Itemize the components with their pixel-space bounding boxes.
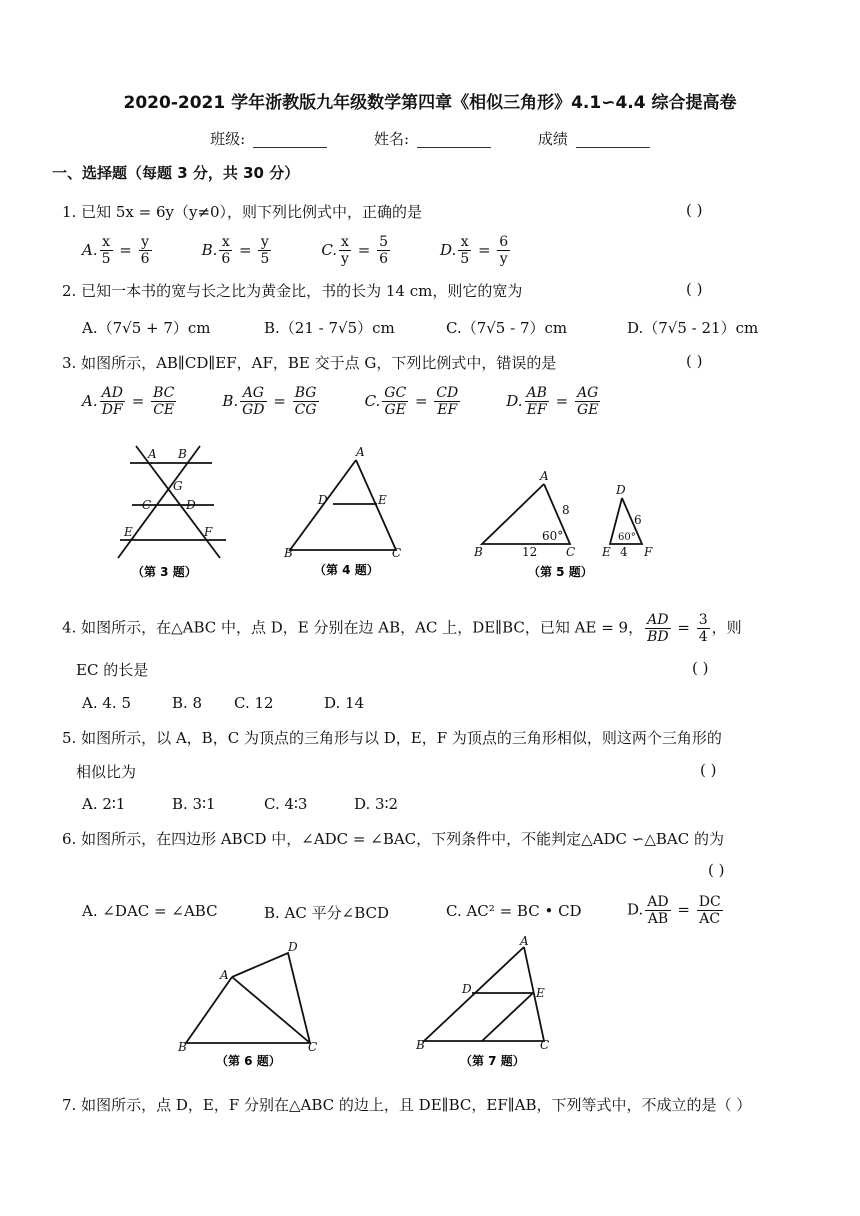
fig6-caption: （第 6 题） (216, 1054, 281, 1068)
class-blank (253, 133, 327, 148)
page-title: 2020-2021 学年浙教版九年级数学第四章《相似三角形》4.1∽4.4 综合提高卷 (123, 93, 737, 113)
fig3-caption: （第 3 题） (132, 565, 197, 579)
fig5-side-df: 6 (634, 513, 642, 527)
svg-text:B: B (284, 546, 293, 560)
q5-option-a: A. 2∶1 (82, 795, 126, 813)
fig5-angle-f: 60° (618, 532, 636, 543)
q5-option-c: C. 4∶3 (264, 795, 308, 813)
figures-row-1 (100, 436, 700, 586)
svg-text:C: C (308, 1040, 318, 1054)
q6-option-b: B. AC 平分∠BCD (264, 904, 390, 922)
q1-stem: 1. 已知 5x = 6y（y≠0），则下列比例式中，正确的是 (62, 203, 423, 221)
figure-3 (118, 446, 226, 558)
svg-text:B: B (178, 447, 187, 461)
q1-option-b: B. $\frac{x}{6}$ = $\frac{y}{5}$ (201, 234, 270, 267)
svg-text:E: E (536, 986, 545, 1000)
name-label: 姓名: (373, 130, 410, 148)
svg-text:D: D (616, 483, 626, 497)
q5-stem: 5. 如图所示，以 A，B，C 为顶点的三角形与以 D，E，F 为顶点的三角形相似，则这两个三角形的 (62, 729, 722, 747)
q3-answer-paren: ( ) (686, 352, 703, 370)
svg-text:A: A (356, 445, 365, 459)
class-label: 班级: (210, 130, 246, 148)
q2-option-c: C.（7√5 - 7）cm (446, 319, 568, 337)
q4-option-d: D. 14 (324, 694, 365, 712)
figure-7 (424, 947, 544, 1041)
q6-option-d: D. $\frac{AD}{AB}$ = $\frac{DC}{AC}$ (627, 894, 721, 927)
q7-stem: 7. 如图所示，点 D，E，F 分别在△ABC 的边上，且 DE∥BC，EF∥AB，下列等式中，不成立的是（ ） (62, 1096, 752, 1114)
q4-stem-tail: ，则 (711, 618, 742, 637)
fig5-angle-c: 60° (542, 529, 564, 543)
svg-text:C: C (142, 498, 152, 512)
section-heading: 一、选择题（每题 3 分，共 30 分） (52, 164, 300, 182)
svg-text:D: D (462, 982, 472, 996)
svg-text:B: B (178, 1040, 187, 1054)
svg-text:A: A (220, 968, 229, 982)
svg-text:D: D (288, 940, 298, 954)
q4-option-a: A. 4. 5 (82, 694, 131, 712)
score-blank (576, 133, 650, 148)
figure-6 (186, 953, 310, 1043)
q3-option-d: D. $\frac{AB}{EF}$ = $\frac{AG}{GE}$ (506, 385, 599, 418)
q6-answer-paren: ( ) (708, 861, 725, 879)
svg-text:D: D (186, 498, 196, 512)
q1-option-c: C. $\frac{x}{y}$ = $\frac{5}{6}$ (321, 234, 388, 267)
q5-option-b: B. 3∶1 (172, 795, 216, 813)
svg-text:A: A (520, 935, 529, 948)
fig4-caption: （第 4 题） (314, 563, 379, 577)
q6-stem: 6. 如图所示，在四边形 ABCD 中，∠ADC = ∠BAC，下列条件中，不能判定△ADC ∽△BAC 的为 (62, 830, 725, 848)
fig5-side-bc: 12 (522, 545, 538, 559)
svg-text:E: E (124, 525, 133, 539)
svg-text:E: E (378, 493, 387, 507)
fig7-caption: （第 7 题） (460, 1054, 525, 1068)
svg-text:B: B (474, 545, 483, 559)
q5-option-d: D. 3∶2 (354, 795, 399, 813)
q2-option-a: A.（7√5 + 7）cm (82, 319, 211, 337)
q4-ratio-value: $\frac{3}{4}$ (698, 612, 708, 645)
q4-stem-2: EC 的长是 (76, 661, 149, 679)
q2-option-d: D.（7√5 - 21）cm (627, 319, 759, 337)
q6-option-c: C. AC² = BC • CD (446, 902, 582, 920)
name-blank (417, 133, 491, 148)
q2-stem: 2. 已知一本书的宽与长之比为黄金比，书的长为 14 cm，则它的宽为 (62, 282, 523, 300)
q5-stem-2: 相似比为 (76, 763, 137, 781)
svg-text:A: A (148, 447, 157, 461)
q4-option-c: C. 12 (234, 694, 274, 712)
q1-option-d: D. $\frac{x}{5}$ = $\frac{6}{y}$ (439, 234, 509, 267)
q1-answer-paren: ( ) (686, 201, 703, 219)
q3-stem: 3. 如图所示，AB∥CD∥EF，AF，BE 交于点 G，下列比例式中，错误的是 (62, 354, 557, 372)
q2-answer-paren: ( ) (686, 280, 703, 298)
score-label: 成绩 (537, 130, 568, 148)
svg-text:C: C (566, 545, 576, 559)
q3-option-b: B. $\frac{AG}{GD}$ = $\frac{BG}{CG}$ (222, 385, 317, 418)
fig5-side-ac: 8 (562, 503, 570, 517)
q4-ratio-ad-bd: $\frac{AD}{BD}$ (647, 612, 669, 645)
svg-text:C: C (392, 546, 402, 560)
q4-stem: 4. 如图所示，在△ABC 中，点 D，E 分别在边 AB，AC 上，DE∥BC，已知 AE = 9， $\frac{AD}{BD}$ = $\frac{3}{4}$ ，则 (62, 612, 742, 645)
q1-option-a: A. $\frac{x}{5}$ = $\frac{y}{6}$ (82, 234, 150, 267)
svg-text:D: D (318, 493, 328, 507)
q6-option-a: A. ∠DAC = ∠ABC (82, 902, 218, 920)
q1-options (82, 234, 560, 267)
svg-text:B: B (416, 1038, 425, 1052)
q4-stem-text: 4. 如图所示，在△ABC 中，点 D，E 分别在边 AB，AC 上，DE∥BC，已知 AE = 9， (62, 618, 644, 637)
svg-text:F: F (204, 525, 213, 539)
q3-option-c: C. $\frac{GC}{GE}$ = $\frac{CD}{EF}$ (364, 385, 459, 418)
fig5-side-ef: 4 (620, 545, 628, 559)
svg-text:C: C (540, 1038, 550, 1052)
q4-option-b: B. 8 (172, 694, 203, 712)
svg-text:F: F (644, 545, 653, 559)
q4-answer-paren: ( ) (692, 659, 709, 677)
q3-option-a: A. $\frac{AD}{DF}$ = $\frac{BC}{CE}$ (82, 385, 175, 418)
q3-options (82, 385, 646, 418)
svg-text:G: G (173, 479, 183, 493)
svg-text:A: A (540, 469, 549, 483)
fig5-caption: （第 5 题） (528, 565, 593, 579)
q5-answer-paren: ( ) (700, 761, 717, 779)
svg-text:E: E (602, 545, 611, 559)
figures-row-2 (160, 935, 580, 1075)
student-info-row (0, 128, 860, 149)
q2-option-b: B.（21 - 7√5）cm (264, 319, 395, 337)
